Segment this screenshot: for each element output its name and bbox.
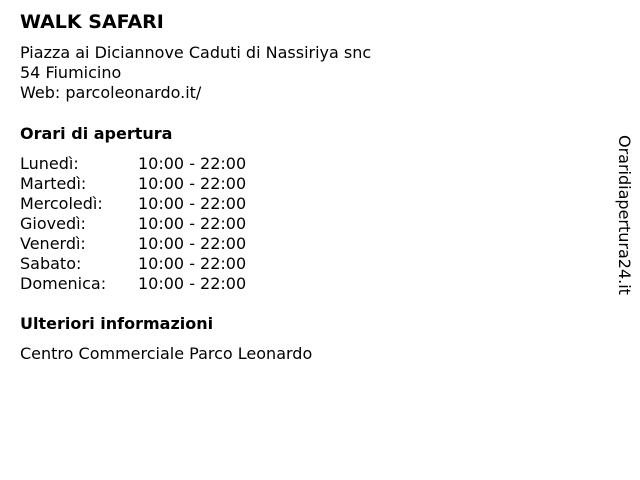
hours-row-sunday <box>20 274 246 294</box>
day-label: Lunedì: <box>20 154 79 173</box>
time-range: 10:00 - 22:00 <box>138 214 247 233</box>
hours-row-thursday <box>20 214 246 234</box>
hours-row-saturday <box>20 254 246 274</box>
time-range: 10:00 - 22:00 <box>138 274 247 293</box>
opening-hours-table <box>20 154 246 294</box>
site-watermark: Oraridiapertura24.it <box>615 135 634 295</box>
page-title: WALK SAFARI <box>20 11 164 33</box>
day-label: Giovedì: <box>20 214 86 233</box>
day-label: Venerdì: <box>20 234 86 253</box>
day-label: Mercoledì: <box>20 194 103 213</box>
address-city: 54 Fiumicino <box>20 63 122 82</box>
hours-row-monday <box>20 154 246 174</box>
day-label: Sabato: <box>20 254 82 273</box>
address-street: Piazza ai Diciannove Caduti di Nassiriya snc <box>20 43 372 62</box>
hours-row-friday <box>20 234 246 254</box>
time-range: 10:00 - 22:00 <box>138 194 247 213</box>
address-block <box>20 43 371 103</box>
day-label: Martedì: <box>20 174 87 193</box>
hours-row-wednesday <box>20 194 246 214</box>
website-link[interactable]: Web: parcoleonardo.it/ <box>20 83 202 102</box>
time-range: 10:00 - 22:00 <box>138 154 247 173</box>
additional-info-heading: Ulteriori informazioni <box>20 314 214 333</box>
time-range: 10:00 - 22:00 <box>138 234 247 253</box>
opening-hours-heading: Orari di apertura <box>20 124 173 143</box>
additional-info-text: Centro Commerciale Parco Leonardo <box>20 344 313 363</box>
hours-row-tuesday <box>20 174 246 194</box>
day-label: Domenica: <box>20 274 107 293</box>
time-range: 10:00 - 22:00 <box>138 254 247 273</box>
time-range: 10:00 - 22:00 <box>138 174 247 193</box>
